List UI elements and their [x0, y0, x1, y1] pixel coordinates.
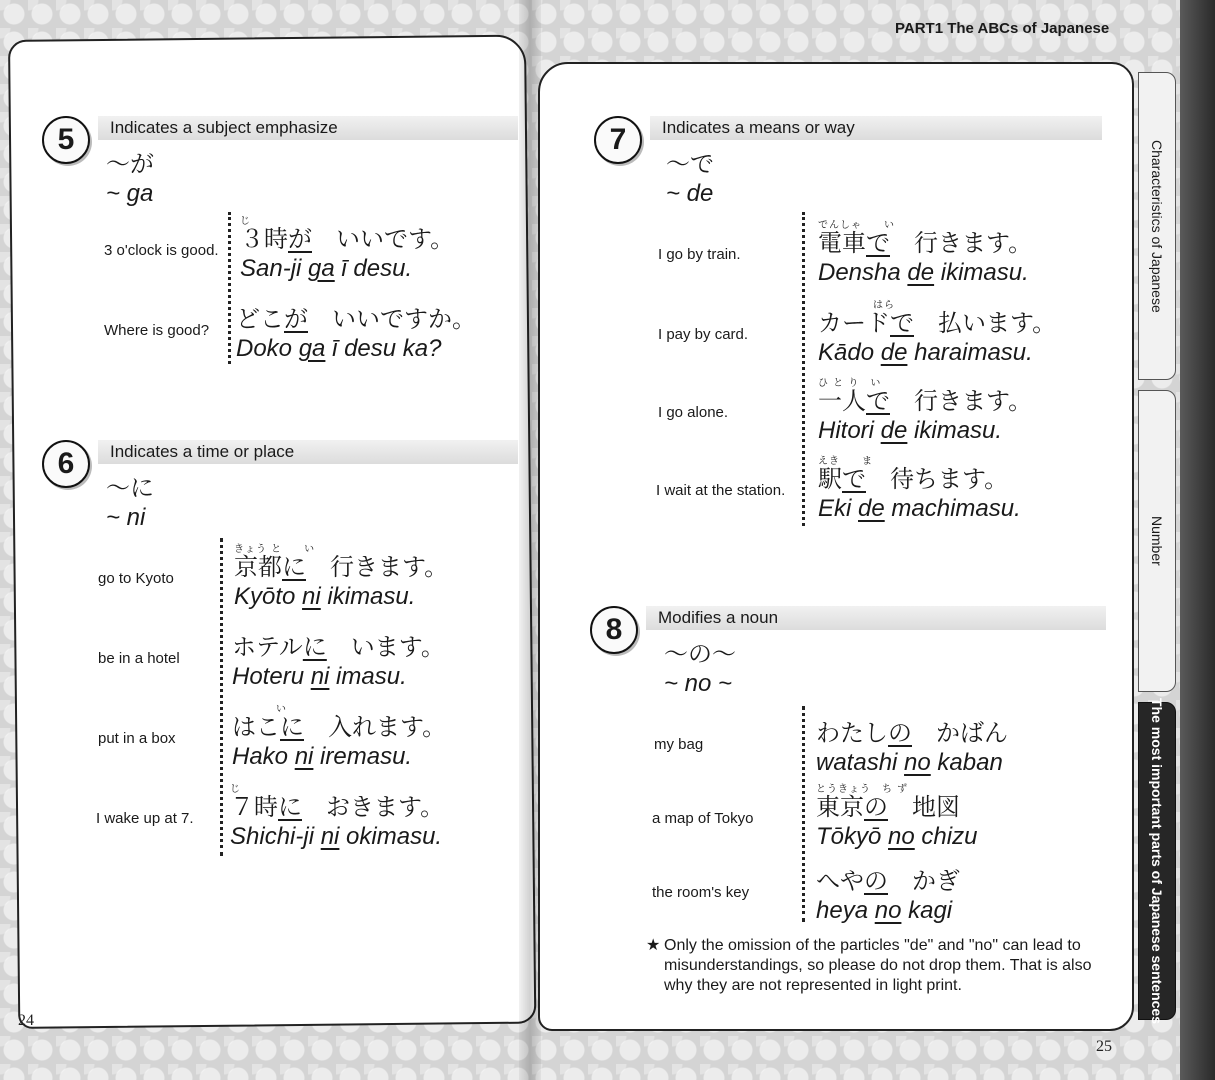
particle-japanese: ～で	[666, 150, 714, 178]
tab-important-parts[interactable]: The most important parts of Japanese sentences	[1138, 702, 1176, 1020]
example-japanese: じ ３時が いいです。 San-ji ga ī desu.	[240, 212, 454, 284]
english-translation: 3 o'clock is good.	[104, 242, 219, 259]
particle-romaji: ~ de	[666, 180, 714, 207]
english-translation: I pay by card.	[658, 326, 749, 343]
example-japanese: えき ま 駅で 待ちます。 Eki de machimasu.	[818, 456, 1021, 522]
example-japanese: へやの かぎ heya no kagi	[816, 867, 960, 924]
example-japanese: ホテルに います。 Hoteru ni imasu.	[232, 633, 445, 690]
example-japanese: じ ７時に おきます。 Shichi-ji ni okimasu.	[230, 784, 445, 850]
side-tabs	[1138, 72, 1176, 1022]
example-romaji: Doko ga ī desu ka?	[236, 335, 442, 362]
page-number-right: 25	[1096, 1038, 1112, 1055]
particle-japanese: ～の～	[664, 640, 736, 668]
english-translation: go to Kyoto	[98, 570, 174, 587]
example-japanese: い はこに 入れます。 Hako ni iremasu.	[232, 704, 447, 770]
footnote	[648, 936, 1113, 996]
example-japanese: でんしゃ い 電車で 行きます。 Densha de ikimasu.	[818, 220, 1033, 286]
dotted-divider	[802, 212, 805, 526]
english-translation: put in a box	[98, 730, 176, 747]
dotted-divider	[802, 706, 805, 922]
english-translation: I go by train.	[658, 246, 741, 263]
section-number-badge: 8	[590, 606, 638, 654]
example-japanese: きょう と い 京都に 行きます。 Kyōto ni ikimasu.	[234, 544, 449, 610]
tab-characteristics[interactable]: Characteristics of Japanese	[1138, 72, 1176, 380]
english-translation: I wait at the station.	[656, 482, 786, 499]
english-translation: my bag	[654, 736, 704, 753]
particle-romaji: ~ ni	[106, 504, 146, 531]
example-japanese: とうきょう ち ず 東京の 地図 Tōkyō no chizu	[816, 784, 978, 850]
english-translation: I wake up at 7.	[96, 810, 194, 827]
section-6	[42, 440, 518, 870]
example-japanese: どこが いいですか。 Doko ga ī desu ka?	[236, 305, 476, 362]
dotted-divider	[228, 212, 231, 364]
section-8	[590, 606, 1108, 926]
tab-number[interactable]: Number	[1138, 390, 1176, 692]
section-title: Modifies a noun	[646, 606, 1106, 630]
particle-japanese: ～が	[106, 150, 154, 178]
english-translation: I go alone.	[658, 404, 729, 421]
section-5	[42, 116, 518, 366]
example-japanese: わたしの かばん watashi no kaban	[816, 719, 1008, 776]
section-number-badge: 7	[594, 116, 642, 164]
furigana: じ	[240, 216, 251, 227]
example-japanese: はら カードで 払います。 Kādo de haraimasu.	[818, 300, 1057, 366]
section-title: Indicates a means or way	[650, 116, 1102, 140]
particle-highlight: が	[288, 225, 312, 253]
particle-japanese: ～に	[106, 474, 154, 502]
section-title: Indicates a time or place	[98, 440, 518, 464]
dotted-divider	[220, 538, 223, 856]
section-number-badge: 6	[42, 440, 90, 488]
book-edge	[1180, 0, 1215, 1080]
running-header: PART1 The ABCs of Japanese	[895, 20, 1110, 37]
english-translation: the room's key	[652, 884, 750, 901]
english-translation: Where is good?	[104, 322, 210, 339]
english-translation: be in a hotel	[98, 650, 180, 667]
example-japanese: ひ と り い 一人で 行きます。 Hitori de ikimasu.	[818, 378, 1033, 444]
section-number-badge: 5	[42, 116, 90, 164]
section-title: Indicates a subject emphasize	[98, 116, 518, 140]
particle-romaji: ~ no ~	[664, 670, 733, 697]
footnote-text: Only the omission of the particles "de" and "no" can lead to misunderstandings, so please do not drop them. That is also why they are not represented in light print.	[664, 937, 1092, 994]
star-icon: ★	[646, 937, 661, 954]
page-number-left: 24	[18, 1012, 34, 1029]
english-translation: a map of Tokyo	[652, 810, 754, 827]
section-7	[594, 116, 1108, 536]
example-romaji: San-ji ga ī desu.	[240, 255, 413, 282]
particle-romaji: ~ ga	[106, 180, 154, 207]
